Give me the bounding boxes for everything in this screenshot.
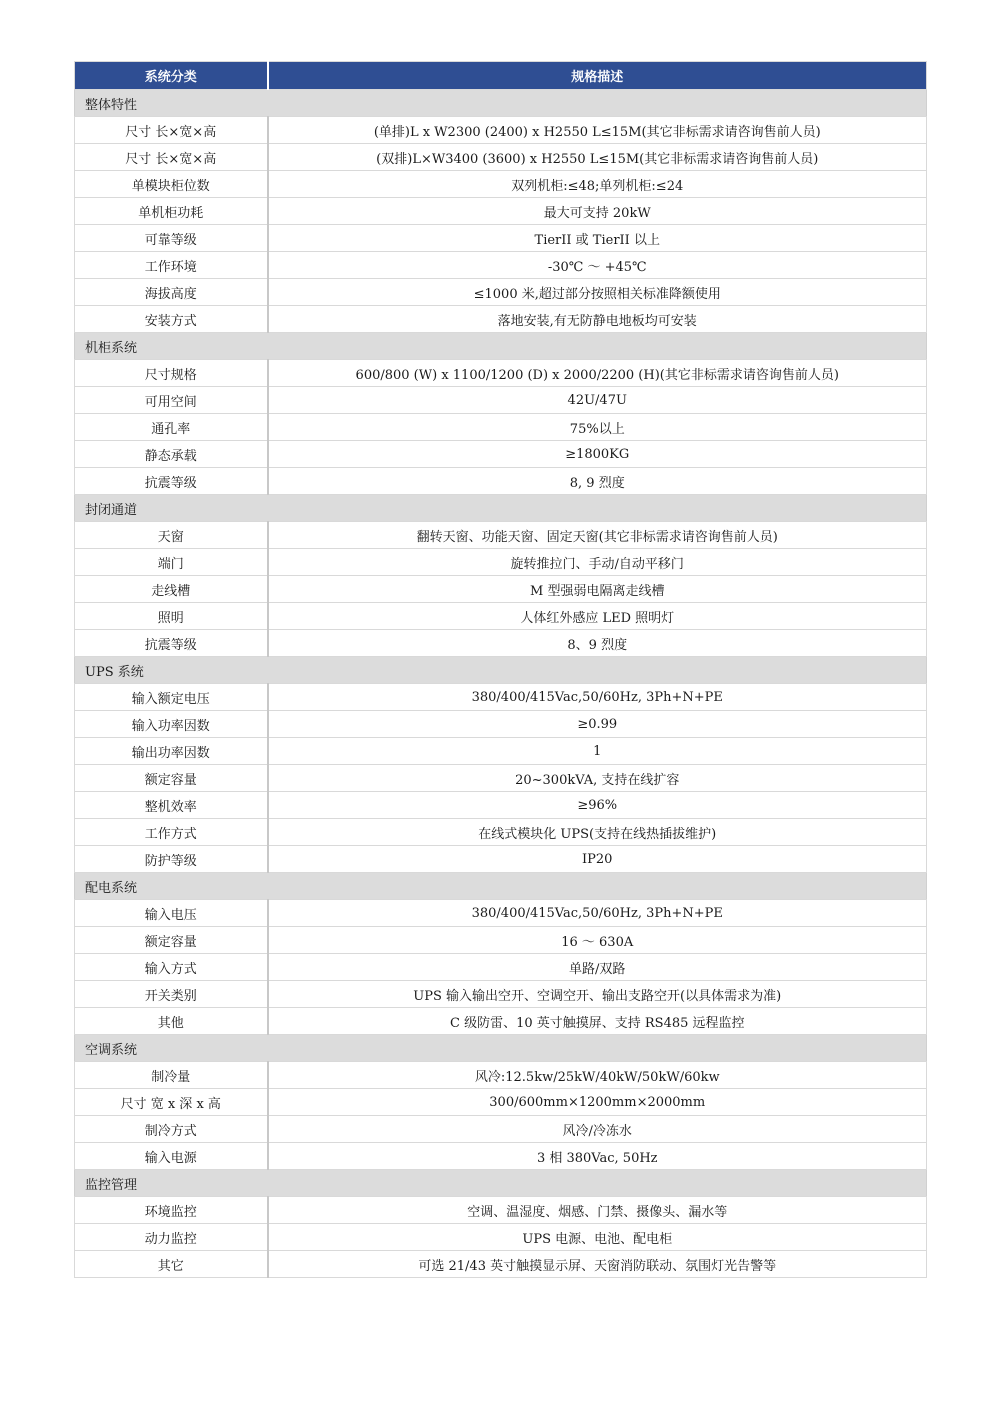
spec-label: 其它 xyxy=(75,1251,268,1278)
spec-value: IP20 xyxy=(268,846,927,873)
spec-label: 额定容量 xyxy=(75,927,268,954)
spec-label: 海拔高度 xyxy=(75,279,268,306)
spec-value: 300/600mm×1200mm×2000mm xyxy=(268,1089,927,1116)
table-row xyxy=(75,819,927,846)
spec-label: 通孔率 xyxy=(75,414,268,441)
spec-label: 照明 xyxy=(75,603,268,630)
spec-value: 42U/47U xyxy=(268,387,927,414)
section-row xyxy=(75,1170,927,1197)
spec-value: 8, 9 烈度 xyxy=(268,468,927,495)
spec-label: 工作环境 xyxy=(75,252,268,279)
header-spec-description: 规格描述 xyxy=(268,62,927,90)
table-row xyxy=(75,225,927,252)
table-row xyxy=(75,1116,927,1143)
spec-value: 风冷/冷冻水 xyxy=(268,1116,927,1143)
table-row xyxy=(75,630,927,657)
table-row xyxy=(75,522,927,549)
spec-label: 天窗 xyxy=(75,522,268,549)
table-row xyxy=(75,846,927,873)
spec-table xyxy=(74,61,927,1278)
spec-label: 输入电压 xyxy=(75,900,268,927)
spec-value: 最大可支持 20kW xyxy=(268,198,927,225)
section-row xyxy=(75,873,927,900)
table-row xyxy=(75,1251,927,1278)
spec-value: 600/800 (W) x 1100/1200 (D) x 2000/2200 (H)(其它非标需求请咨询售前人员) xyxy=(268,360,927,387)
spec-value: 75%以上 xyxy=(268,414,927,441)
spec-label: 单模块柜位数 xyxy=(75,171,268,198)
spec-value: 风冷:12.5kw/25kW/40kW/50kW/60kw xyxy=(268,1062,927,1089)
spec-label: 可靠等级 xyxy=(75,225,268,252)
section-title: 空调系统 xyxy=(75,1035,927,1062)
section-title: UPS 系统 xyxy=(75,657,927,684)
table-row xyxy=(75,900,927,927)
table-row xyxy=(75,252,927,279)
table-row xyxy=(75,117,927,144)
table-row xyxy=(75,792,927,819)
spec-value: 单路/双路 xyxy=(268,954,927,981)
table-row xyxy=(75,576,927,603)
table-row xyxy=(75,927,927,954)
table-row xyxy=(75,1143,927,1170)
section-row xyxy=(75,657,927,684)
spec-label: 其他 xyxy=(75,1008,268,1035)
spec-label: 环境监控 xyxy=(75,1197,268,1224)
table-row xyxy=(75,738,927,765)
spec-value: ≥0.99 xyxy=(268,711,927,738)
table-row xyxy=(75,414,927,441)
spec-label: 安装方式 xyxy=(75,306,268,333)
spec-value: 380/400/415Vac,50/60Hz, 3Ph+N+PE xyxy=(268,684,927,711)
spec-value: 380/400/415Vac,50/60Hz, 3Ph+N+PE xyxy=(268,900,927,927)
table-row xyxy=(75,1224,927,1251)
spec-value: ≥96% xyxy=(268,792,927,819)
header-row xyxy=(75,62,927,90)
spec-value: 翻转天窗、功能天窗、固定天窗(其它非标需求请咨询售前人员) xyxy=(268,522,927,549)
section-row xyxy=(75,333,927,360)
section-title: 封闭通道 xyxy=(75,495,927,522)
table-row xyxy=(75,144,927,171)
spec-value: C 级防雷、10 英寸触摸屏、支持 RS485 远程监控 xyxy=(268,1008,927,1035)
table-row xyxy=(75,1197,927,1224)
section-title: 监控管理 xyxy=(75,1170,927,1197)
spec-value: 在线式模块化 UPS(支持在线热插拔维护) xyxy=(268,819,927,846)
spec-value: 人体红外感应 LED 照明灯 xyxy=(268,603,927,630)
spec-label: 整机效率 xyxy=(75,792,268,819)
spec-label: 尺寸 长×宽×高 xyxy=(75,117,268,144)
table-row xyxy=(75,387,927,414)
spec-label: 抗震等级 xyxy=(75,468,268,495)
spec-label: 工作方式 xyxy=(75,819,268,846)
section-title: 机柜系统 xyxy=(75,333,927,360)
spec-label: 尺寸规格 xyxy=(75,360,268,387)
table-row xyxy=(75,279,927,306)
header-system-category: 系统分类 xyxy=(75,62,268,90)
table-row xyxy=(75,1062,927,1089)
spec-label: 防护等级 xyxy=(75,846,268,873)
spec-value: M 型强弱电隔离走线槽 xyxy=(268,576,927,603)
spec-body xyxy=(75,90,927,1278)
spec-value: (单排)L x W2300 (2400) x H2550 L≤15M(其它非标需求请咨询售前人员) xyxy=(268,117,927,144)
spec-value: 双列机柜:≤48;单列机柜:≤24 xyxy=(268,171,927,198)
spec-value: 3 相 380Vac, 50Hz xyxy=(268,1143,927,1170)
section-row xyxy=(75,1035,927,1062)
spec-label: 动力监控 xyxy=(75,1224,268,1251)
spec-value: 可选 21/43 英寸触摸显示屏、天窗消防联动、氛围灯光告警等 xyxy=(268,1251,927,1278)
spec-label: 输入额定电压 xyxy=(75,684,268,711)
spec-label: 输入方式 xyxy=(75,954,268,981)
table-row xyxy=(75,468,927,495)
spec-value: 1 xyxy=(268,738,927,765)
spec-label: 单机柜功耗 xyxy=(75,198,268,225)
table-row xyxy=(75,954,927,981)
spec-label: 尺寸 宽 x 深 x 高 xyxy=(75,1089,268,1116)
spec-value: ≤1000 米,超过部分按照相关标准降额使用 xyxy=(268,279,927,306)
spec-label: 抗震等级 xyxy=(75,630,268,657)
spec-value: 旋转推拉门、手动/自动平移门 xyxy=(268,549,927,576)
spec-label: 输出功率因数 xyxy=(75,738,268,765)
table-row xyxy=(75,306,927,333)
table-row xyxy=(75,711,927,738)
spec-value: 空调、温湿度、烟感、门禁、摄像头、漏水等 xyxy=(268,1197,927,1224)
spec-value: 8、9 烈度 xyxy=(268,630,927,657)
spec-label: 尺寸 长×宽×高 xyxy=(75,144,268,171)
spec-value: TierII 或 TierII 以上 xyxy=(268,225,927,252)
table-row xyxy=(75,603,927,630)
spec-value: -30℃ ～ +45℃ xyxy=(268,252,927,279)
section-title: 配电系统 xyxy=(75,873,927,900)
spec-label: 走线槽 xyxy=(75,576,268,603)
spec-label: 输入电源 xyxy=(75,1143,268,1170)
spec-value: ≥1800KG xyxy=(268,441,927,468)
spec-value: UPS 输入输出空开、空调空开、输出支路空开(以具体需求为准) xyxy=(268,981,927,1008)
section-row xyxy=(75,495,927,522)
spec-label: 制冷量 xyxy=(75,1062,268,1089)
table-row xyxy=(75,549,927,576)
spec-label: 额定容量 xyxy=(75,765,268,792)
spec-label: 制冷方式 xyxy=(75,1116,268,1143)
table-row xyxy=(75,171,927,198)
table-row xyxy=(75,765,927,792)
table-row xyxy=(75,684,927,711)
table-row xyxy=(75,198,927,225)
spec-label: 静态承载 xyxy=(75,441,268,468)
spec-value: (双排)L×W3400 (3600) x H2550 L≤15M(其它非标需求请咨询售前人员) xyxy=(268,144,927,171)
spec-value: 20~300kVA, 支持在线扩容 xyxy=(268,765,927,792)
spec-label: 输入功率因数 xyxy=(75,711,268,738)
spec-value: 16 ～ 630A xyxy=(268,927,927,954)
table-row xyxy=(75,981,927,1008)
spec-label: 可用空间 xyxy=(75,387,268,414)
table-row xyxy=(75,1089,927,1116)
table-row xyxy=(75,360,927,387)
section-row xyxy=(75,90,927,117)
section-title: 整体特性 xyxy=(75,90,927,117)
spec-label: 开关类别 xyxy=(75,981,268,1008)
spec-value: 落地安装,有无防静电地板均可安装 xyxy=(268,306,927,333)
table-row xyxy=(75,1008,927,1035)
spec-value: UPS 电源、电池、配电柜 xyxy=(268,1224,927,1251)
table-row xyxy=(75,441,927,468)
spec-label: 端门 xyxy=(75,549,268,576)
